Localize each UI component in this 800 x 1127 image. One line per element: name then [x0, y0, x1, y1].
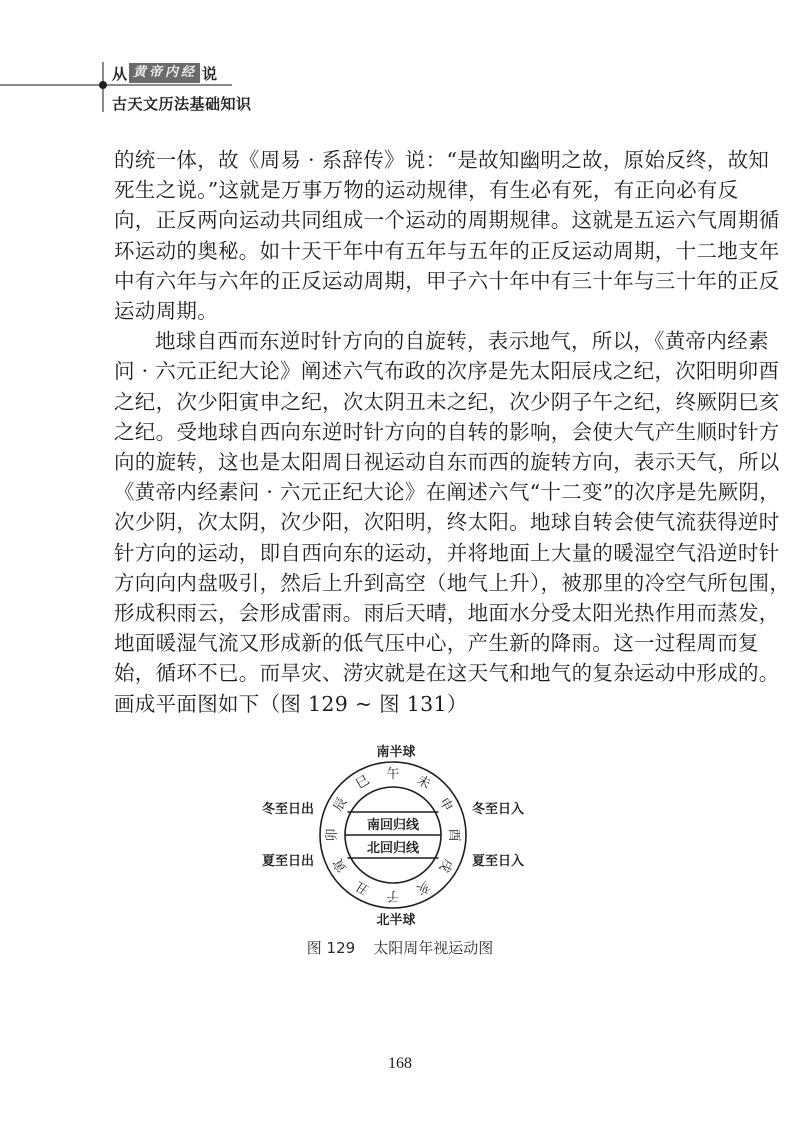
- text-line: 之纪。受地球自西向东逆时针方向的自转的影响，会使大气产生顺时针方: [114, 419, 780, 444]
- branch-you: 酉: [446, 828, 461, 842]
- running-header-title: [112, 63, 217, 83]
- text-line: 针方向的运动，即自西向东的运动，并将地面上大量的暖湿空气沿逆时针: [114, 540, 780, 565]
- text-line: 环运动的奥秘。如十天干年中有五年与五年的正反运动周期，十二地支年: [114, 238, 780, 263]
- southern-hemisphere-label: 南半球: [376, 745, 416, 760]
- earthly-branches-ring: [325, 767, 461, 903]
- text-line: 死生之说。”这就是万事万物的运动规律，有生必有死，有正向必有反: [114, 178, 739, 203]
- header-rule-horizontal: [0, 84, 232, 86]
- winter-solstice-sunset-label: 冬至日入: [472, 802, 525, 817]
- branch-zi: 子: [386, 888, 400, 903]
- text-line: 之纪，次少阳寅申之纪，次太阴丑未之纪，次少阴子午之纪，终厥阴巳亥: [114, 389, 780, 414]
- outer-circle: [320, 762, 466, 908]
- caption-number: 图 129: [306, 939, 356, 957]
- body-text: [114, 145, 791, 719]
- caption-title: 太阳周年视运动图: [373, 939, 494, 957]
- branch-xu: 戌: [435, 855, 456, 875]
- header-suffix: 说: [202, 64, 218, 83]
- paragraph-1: [114, 145, 780, 326]
- header-dot: [99, 81, 107, 89]
- text-line: 地面暖湿气流又形成新的低气压中心，产生新的降雨。这一过程周而复: [114, 631, 759, 656]
- paragraph-2: [114, 326, 791, 719]
- branch-chou: 丑: [353, 877, 373, 898]
- text-line: 问 · 六元正纪大论》阐述六气布政的次序是先太阳辰戌之纪，次阳明卯酉: [114, 359, 780, 384]
- tropic-of-cancer-label: 北回归线: [366, 841, 420, 856]
- text-line: 地球自西而东逆时针方向的自旋转，表示地气，所以，《黄帝内经素: [155, 329, 769, 354]
- branch-yin: 寅: [330, 855, 351, 875]
- summer-solstice-sunrise-label: 夏至日出: [262, 854, 315, 869]
- winter-solstice-sunrise-label: 冬至日出: [262, 802, 315, 817]
- branch-wu: 午: [386, 767, 400, 782]
- text-line: 形成积雨云，会形成雷雨。雨后天晴，地面水分受太阳光热作用而蒸发，: [114, 601, 780, 626]
- text-line: 向，正反两向运动共同组成一个运动的周期规律。这就是五运六气周期循: [114, 208, 780, 233]
- text-line: 中有六年与六年的正反运动周期，甲子六十年中有三十年与三十年的正反: [114, 268, 780, 293]
- text-line: 次少阴，次太阴，次少阳，次阳明，终太阳。地球自转会使气流获得逆时: [114, 510, 780, 535]
- summer-solstice-sunset-label: 夏至日入: [472, 854, 525, 869]
- header-prefix: 从: [112, 64, 128, 83]
- running-header-subtitle: 古天文历法基础知识: [112, 95, 252, 113]
- branch-shen: 申: [435, 795, 456, 815]
- northern-hemisphere-label: 北半球: [376, 913, 416, 928]
- branch-hai: 亥: [413, 877, 433, 898]
- text-line: 《黄帝内经素问 · 六元正纪大论》在阐述六气“十二变”的次序是先厥阴，: [114, 480, 781, 505]
- text-line: 运动周期。: [114, 299, 218, 324]
- text-line: 向的旋转，这也是太阳周日视运动自东而西的旋转方向，表示天气，所以: [114, 450, 780, 475]
- text-line: 方向向内盘吸引，然后上升到高空（地气上升），被那里的冷空气所包围，: [114, 570, 791, 595]
- page-number: 168: [388, 1055, 412, 1072]
- tropic-of-capricorn-label: 南回归线: [366, 818, 420, 833]
- inner-circle: [345, 787, 441, 883]
- figure-caption: [0, 937, 800, 958]
- text-line: 始，循环不已。而旱灾、涝灾就是在这天气和地气的复杂运动中形成的。: [114, 661, 780, 686]
- header-boxed-title: 黄帝内经: [129, 63, 200, 83]
- text-line: 画成平面图如下（图 129 ~ 图 131）: [114, 691, 468, 716]
- text-line: 的统一体，故《周易 · 系辞传》说：“是故知幽明之故，原始反终，故知: [114, 148, 770, 172]
- branch-wei: 未: [413, 772, 433, 793]
- branch-chen: 辰: [330, 795, 351, 815]
- branch-si: 巳: [353, 772, 373, 793]
- branch-mao: 卯: [325, 828, 340, 842]
